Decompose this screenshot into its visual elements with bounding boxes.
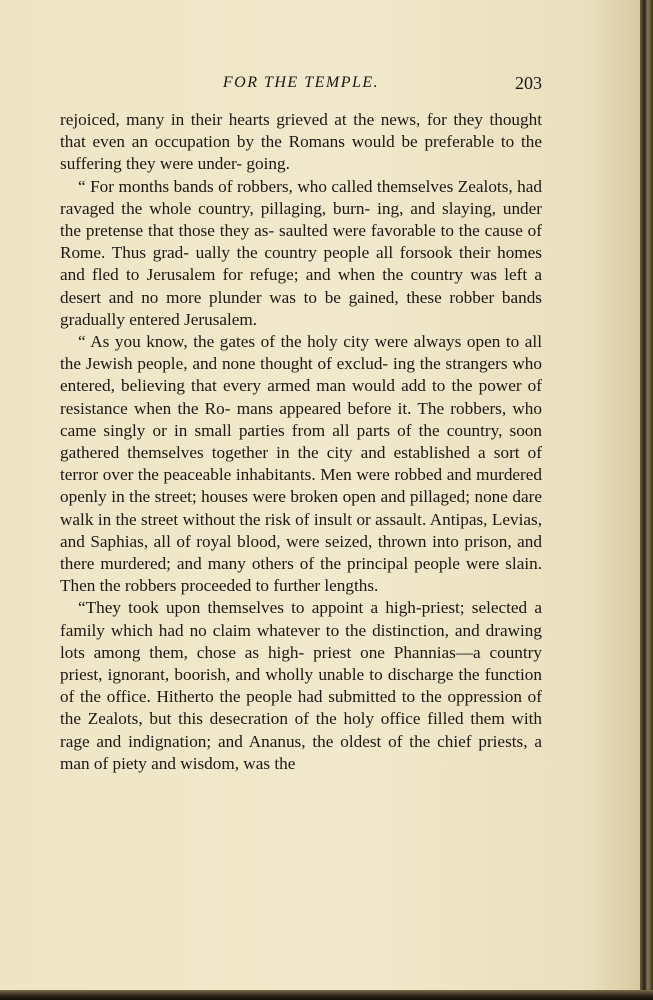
page-header <box>60 74 542 98</box>
book-spine-edge <box>640 0 653 1000</box>
paragraph-3: “ As you know, the gates of the holy city were always open to all the Jewish people, and none thought of exclud- ing the strangers who entered, believing that every armed man would add to the power of resistance when the Ro- mans appeared before it. The robbers, who came singly or in small parties from all parts of the country, soon gathered themselves together in the city and established a sort of terror over the peaceable inhabitants. Men were robbed and murdered openly in the street; houses were broken open and pillaged; none dare walk in the street without the risk of insult or assault. Antipas, Levias, and Saphias, all of royal blood, were seized, thrown into prison, and there murdered; and many others of the principal people were slain. Then the robbers proceeded to further lengths. <box>60 332 542 596</box>
paragraph-4: “They took upon themselves to appoint a high-priest; selected a family which had no claim whatever to the distinction, and drawing lots among them, chose as high- priest one Phannias—a country priest, ignorant, boorish, and wholly unable to discharge the function of the office. Hitherto the people had submitted to the oppression of the Zealots, but this desecration of the holy office filled them with rage and indignation; and Ananus, the oldest of the chief priests, a man of piety and wisdom, was the <box>60 598 542 773</box>
paragraph-1: rejoiced, many in their hearts grieved at the news, for they thought that even an occupation by the Romans would be preferable to the suffering they were under- going. <box>60 110 542 174</box>
running-head: FOR THE TEMPLE. <box>222 74 380 91</box>
paragraph-2: “ For months bands of robbers, who called themselves Zealots, had ravaged the whole country, pillaging, burn- ing, and slaying, under the pretense that those they as- saulted were favorable to the cause of Rome. Thus grad- ually the country people all forsook their homes and fled to Jerusalem for refuge; and when the country was left a desert and no more plunder was to be gained, these robber bands gradually entered Jerusalem. <box>60 176 542 329</box>
page-number: 203 <box>515 73 542 93</box>
page-bottom-edge <box>0 990 653 1000</box>
body-text <box>60 109 542 775</box>
